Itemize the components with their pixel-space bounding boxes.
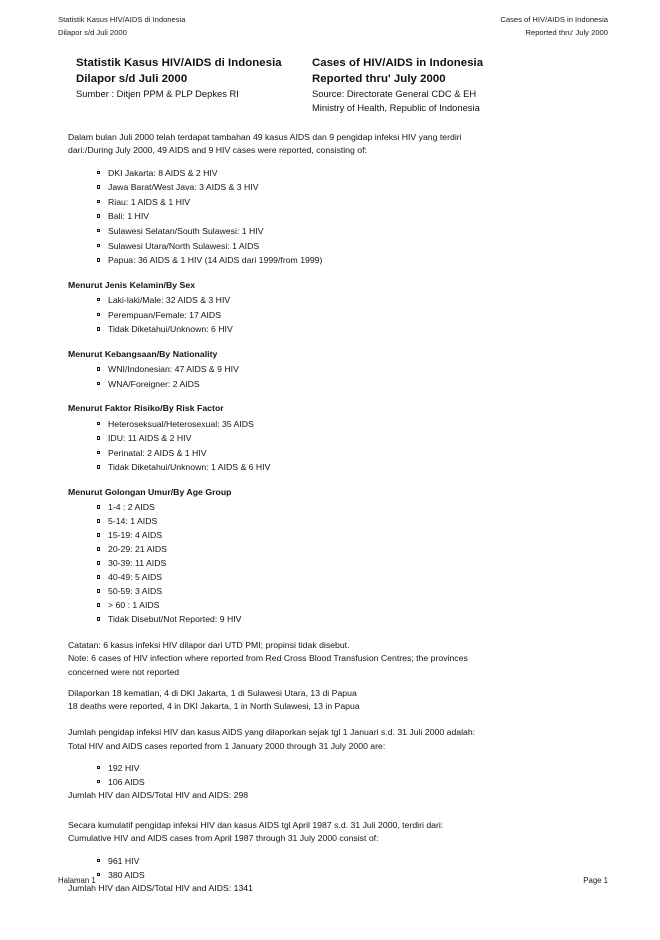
cumulative-intro-english: Cumulative HIV and AIDS cases from April 1987 through 31 July 2000 consist of: [68,833,379,844]
page-title-indonesian-line2: Dilapor s/d Juli 2000 [76,72,188,85]
spacer [68,626,596,639]
section-heading-by-nationality: Menurut Kebangsaan/By Nationality [68,348,218,359]
list-item: 5-14: 1 AIDS [97,514,596,528]
spacer [68,679,596,687]
page-title-english-line1: Cases of HIV/AIDS in Indonesia [312,57,484,69]
list-item: Sulawesi Selatan/South Sulawesi: 1 HIV [97,224,596,239]
by-age-group-list [68,500,596,626]
list-item: WNI/Indonesian: 47 AIDS & 9 HIV [97,362,596,377]
section-heading-by-risk-factor: Menurut Faktor Risiko/By Risk Factor [68,403,224,414]
intro-line1: Dalam bulan Juli 2000 telah terdapat tambahan 49 kasus AIDS dan 9 pengidap infeksi HIV yang terdiri [68,132,462,142]
running-header [58,14,608,39]
section-by-age-group [68,486,596,626]
spacer [68,802,596,819]
document-body [68,131,596,895]
list-item: 20-29: 21 AIDS [97,542,596,556]
list-item: Sulawesi Utara/North Sulawesi: 1 AIDS [97,239,596,254]
list-item: Bali: 1 HIV [97,209,596,224]
running-header-right [500,14,608,39]
intro-paragraph [68,131,596,158]
title-column-indonesian [76,56,312,101]
list-item: Heteroseksual/Heterosexual: 35 AIDS [97,417,596,432]
notes-block [68,639,596,713]
deaths-paragraph [68,687,596,713]
title-source-indonesian: Sumber : Ditjen PPM & PLP Depkes RI [76,88,239,99]
title-column-english [312,56,620,116]
intro-line2: dari:/During July 2000, 49 AIDS and 9 HIV cases were reported, consisting of: [68,145,367,156]
cumulative-intro-paragraph [68,819,596,846]
list-item: DKI Jakarta: 8 AIDS & 2 HIV [97,166,596,181]
spacer [68,753,596,761]
footer-page-label-english: Page 1 [583,876,608,885]
spacer [68,846,596,854]
by-nationality-list [68,362,596,391]
section-by-risk-factor [68,402,596,475]
running-header-right-line1: Cases of HIV/AIDS in Indonesia [500,15,608,24]
running-header-left-line1: Statistik Kasus HIV/AIDS di Indonesia [58,15,186,24]
ytd-total-line: Jumlah HIV dan AIDS/Total HIV and AIDS: 298 [68,789,249,800]
title-source-english-line2: Ministry of Health, Republic of Indonesia [312,102,480,114]
list-item: Riau: 1 AIDS & 1 HIV [97,195,596,210]
list-item: 961 HIV [97,854,596,868]
list-item: 15-19: 4 AIDS [97,528,596,542]
region-breakdown-list [68,166,596,268]
footer-page-label-indonesian: Halaman 1 [58,876,96,885]
list-item: Tidak Diketahui/Unknown: 6 HIV [97,322,596,337]
note-paragraph [68,639,596,679]
list-item: 30-39: 11 AIDS [97,556,596,570]
list-item: 50-59: 3 AIDS [97,584,596,598]
list-item: Papua: 36 AIDS & 1 HIV (14 AIDS dari 1999/from 1999) [97,253,596,268]
page-title-indonesian-line1: Statistik Kasus HIV/AIDS di Indonesia [76,57,282,69]
section-heading-by-sex: Menurut Jenis Kelamin/By Sex [68,279,196,290]
title-source-english-line1: Source: Directorate General CDC & EH [312,88,477,99]
list-item: Perempuan/Female: 17 AIDS [97,308,596,323]
by-risk-factor-list [68,417,596,475]
by-sex-list [68,293,596,337]
running-header-left-line2: Dilapor s/d Juli 2000 [58,27,127,37]
list-item: Tidak Diketahui/Unknown: 1 AIDS & 6 HIV [97,460,596,475]
running-footer [58,875,608,887]
list-item: > 60 : 1 AIDS [97,598,596,612]
running-header-left [58,14,185,39]
section-ytd-totals [68,726,596,802]
list-item: 1-4 : 2 AIDS [97,500,596,514]
note-english-line2: concerned were not reported [68,666,180,677]
list-item: 380 AIDS [97,868,596,882]
spacer [68,158,596,166]
list-item: 106 AIDS [97,775,596,789]
list-item: 192 HIV [97,761,596,775]
note-indonesian: Catatan: 6 kasus infeksi HIV dilapor dari UTD PMI; propinsi tidak disebut. [68,640,350,651]
list-item: Jawa Barat/West Java: 3 AIDS & 3 HIV [97,180,596,195]
cumulative-intro-indonesian: Secara kumulatif pengidap infeksi HIV dan kasus AIDS tgl April 1987 s.d. 31 Juli 2000, terdiri dari: [68,820,444,831]
list-item: Perinatal: 2 AIDS & 1 HIV [97,446,596,461]
list-item: Laki-laki/Male: 32 AIDS & 3 HIV [97,293,596,308]
ytd-intro-english: Total HIV and AIDS cases reported from 1 January 2000 through 31 July 2000 are: [68,740,386,751]
list-item: 40-49: 5 AIDS [97,570,596,584]
section-by-sex [68,279,596,337]
list-item: WNA/Foreigner: 2 AIDS [97,377,596,392]
list-item: Tidak Disebut/Not Reported: 9 HIV [97,612,596,626]
deaths-english: 18 deaths were reported, 4 in DKI Jakarta, 1 in North Sulawesi, 13 in Papua [68,701,360,712]
ytd-totals-list [68,761,596,789]
title-block [76,56,620,116]
page-title-english-line2: Reported thru' July 2000 [312,72,446,85]
ytd-intro-paragraph [68,726,596,753]
cumulative-total-line: Jumlah HIV dan AIDS/Total HIV and AIDS: 1341 [68,882,253,893]
running-header-right-line2: Reported thru' July 2000 [525,27,608,37]
section-by-nationality [68,348,596,391]
ytd-intro-indonesian: Jumlah pengidap infeksi HIV dan kasus AIDS yang dilaporkan sejak tgl 1 Januari s.d. 31 Juli 2000 adalah: [68,727,476,738]
deaths-indonesian: Dilaporkan 18 kematian, 4 di DKI Jakarta, 1 di Sulawesi Utara, 13 di Papua [68,687,357,698]
spacer [68,713,596,726]
section-heading-by-age-group: Menurut Golongan Umur/By Age Group [68,486,232,497]
list-item: IDU: 11 AIDS & 2 HIV [97,431,596,446]
note-english-line1: Note: 6 cases of HIV infection where reported from Red Cross Blood Transfusion Centres; the provinces [68,653,468,664]
